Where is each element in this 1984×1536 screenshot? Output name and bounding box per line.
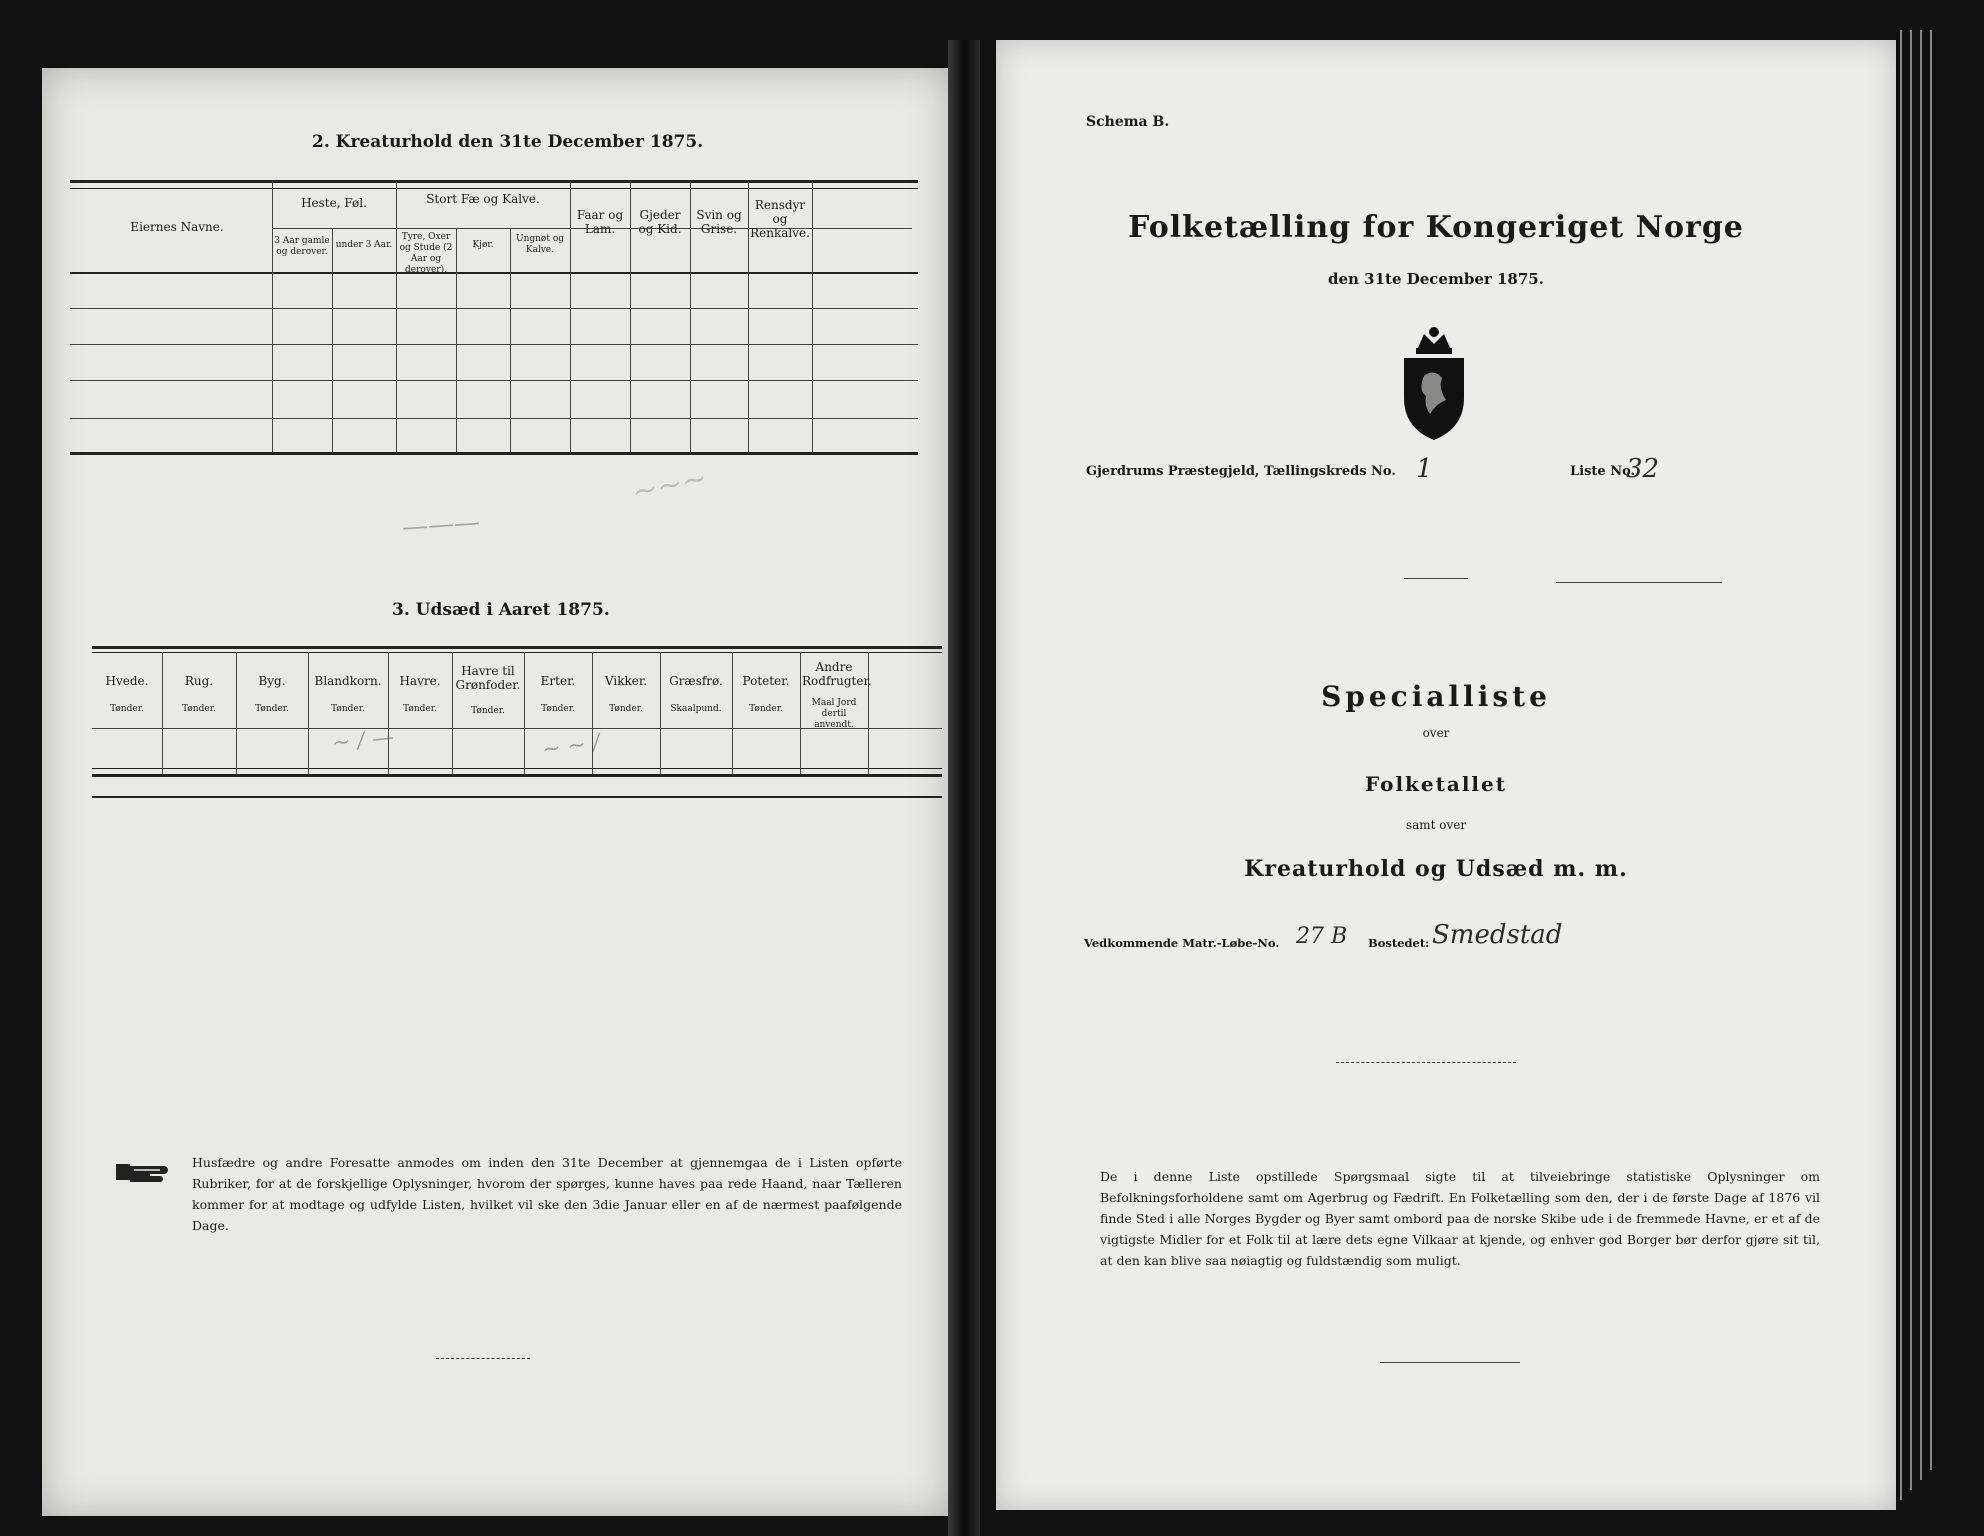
date-line: den 31te December 1875. (1328, 270, 1544, 288)
livestock-sowing-title: Kreaturhold og Udsæd m. m. (1244, 856, 1628, 882)
bosted-label: Bostedet: (1368, 936, 1430, 950)
sow-col-poteter: Poteter. (742, 674, 790, 688)
page-edge (1920, 30, 1922, 1480)
sow-col-vikker: Vikker. (604, 674, 648, 688)
list-label: Liste No. (1570, 464, 1636, 479)
sow-col-erter: Erter. (540, 674, 576, 688)
sow-col-hvede: Hvede. (105, 674, 149, 688)
sow-unit-byg: Tønder. (255, 704, 289, 714)
sow-unit-blandkorn: Tønder. (331, 704, 365, 714)
schema-label: Schema B. (1086, 114, 1170, 130)
pencil-scribble: ~ / — (330, 724, 395, 757)
faint-pencil-mark: ~~~ (629, 460, 711, 511)
page-edge (1900, 30, 1902, 1500)
instructions-notice: Husfædre og andre Foresatte anmodes om inden den 31te December at gjennemgaa de i Listen opførte Rubriker, for at de forskjellige Oplysninger, hvorom der spørges, kunne haves paa rede Haand, naar Tælleren kommer for at modtage og udfylde Listen, hvilket vil ske den 3die Januar eller en af de nærmest paafølgende Dage. (192, 1155, 902, 1233)
sow-unit-poteter: Tønder. (749, 704, 783, 714)
sow-unit-graesfro: Skaalpund. (670, 704, 722, 714)
divider (1556, 582, 1722, 583)
sow-col-havre: Havre. (399, 674, 441, 688)
folketallet-title: Folketallet (1365, 772, 1507, 796)
livestock-section-title: 2. Kreaturhold den 31te December 1875. (312, 132, 704, 152)
horses-adult-header: 3 Aar gamle og derover. (274, 236, 330, 257)
cattle-young-header: Ungnøt og Kalve. (515, 234, 564, 255)
sow-unit-vikker: Tønder. (609, 704, 643, 714)
owner-name-header: Eiernes Navne. (130, 220, 224, 234)
reindeer-header: Rensdyr og Renkalve. (750, 198, 810, 240)
divider (1336, 1062, 1516, 1063)
special-list-title: Specialliste (1321, 680, 1551, 713)
sow-col-byg: Byg. (258, 674, 286, 688)
cattle-bulls-header: Tyre, Oxer og Stude (2 Aar og derover). (399, 232, 453, 275)
sow-unit-erter: Tønder. (541, 704, 575, 714)
divider (1380, 1362, 1520, 1363)
matr-number: 27 B (1296, 924, 1348, 949)
sheep-header: Faar og Lam. (576, 208, 624, 236)
sow-col-andre-rodfrugter: Andre Rodfrugter. (802, 660, 872, 688)
horses-header: Heste, Føl. (301, 196, 367, 210)
explanatory-footer: De i denne Liste opstillede Spørgsmaal sigte til at tilveiebringe statistiske Oplysninger om Befolkningsforholdene samt om Agerbrug og Fædrift. En Folketælling som den, der i de første Dage af 1876 vil finde Sted i alle Norges Bygder og Byer samt ombord paa de norske Skibe ude i de fremmede Havne, er et af de vigtigste Midler for et Folk til at lære dets egne Vilkaar at kjende, og enhver god Borger bør derfor gjøre sit til, at den kan blive saa nøiagtig og fuldstændig som muligt. (1100, 1169, 1820, 1268)
sowing-section-title: 3. Udsæd i Aaret 1875. (392, 600, 610, 620)
sow-unit-havre: Tønder. (403, 704, 437, 714)
pointing-hand-icon (114, 1158, 176, 1190)
page-edge (1930, 30, 1932, 1470)
main-title: Folketælling for Kongeriget Norge (1128, 210, 1744, 245)
goats-header: Gjeder og Kid. (638, 208, 682, 236)
sow-unit-havre-gronfoder: Tønder. (471, 706, 505, 716)
samt-over-label: samt over (1405, 818, 1467, 832)
bosted-name: Smedstad (1432, 920, 1563, 950)
matr-label: Vedkommende Matr.-Løbe-No. (1084, 936, 1280, 950)
sow-col-havre-gronfoder: Havre til Grønfoder. (455, 664, 521, 692)
sow-col-rug: Rug. (184, 674, 214, 688)
sow-unit-hvede: Tønder. (110, 704, 144, 714)
sow-col-graesfro: Græsfrø. (669, 674, 723, 688)
book-spine (948, 40, 980, 1536)
pigs-header: Svin og Grise. (696, 208, 742, 236)
list-number: 32 (1626, 454, 1660, 484)
divider (436, 1358, 530, 1359)
pencil-scribble: ~ ~ / (540, 730, 602, 763)
over-label: over (1422, 726, 1450, 740)
horses-young-header: under 3 Aar. (335, 240, 393, 250)
pencil-scribble: ——— (401, 507, 481, 543)
cattle-header: Stort Fæ og Kalve. (426, 192, 540, 206)
sow-col-blandkorn: Blandkorn. (314, 674, 382, 688)
divider (1404, 578, 1468, 579)
left-page (42, 68, 950, 1516)
page-edge (1910, 30, 1912, 1490)
sow-unit-andre-rodfrugter: Maal Jord dertil anvendt. (811, 698, 857, 730)
district-number: 1 (1416, 454, 1433, 484)
norway-coat-of-arms-icon (1396, 324, 1472, 446)
parish-label: Gjerdrums Præstegjeld, Tællingskreds No. (1086, 464, 1396, 479)
right-page (996, 40, 1896, 1510)
sow-unit-rug: Tønder. (182, 704, 216, 714)
cattle-cows-header: Kjør. (472, 240, 494, 250)
